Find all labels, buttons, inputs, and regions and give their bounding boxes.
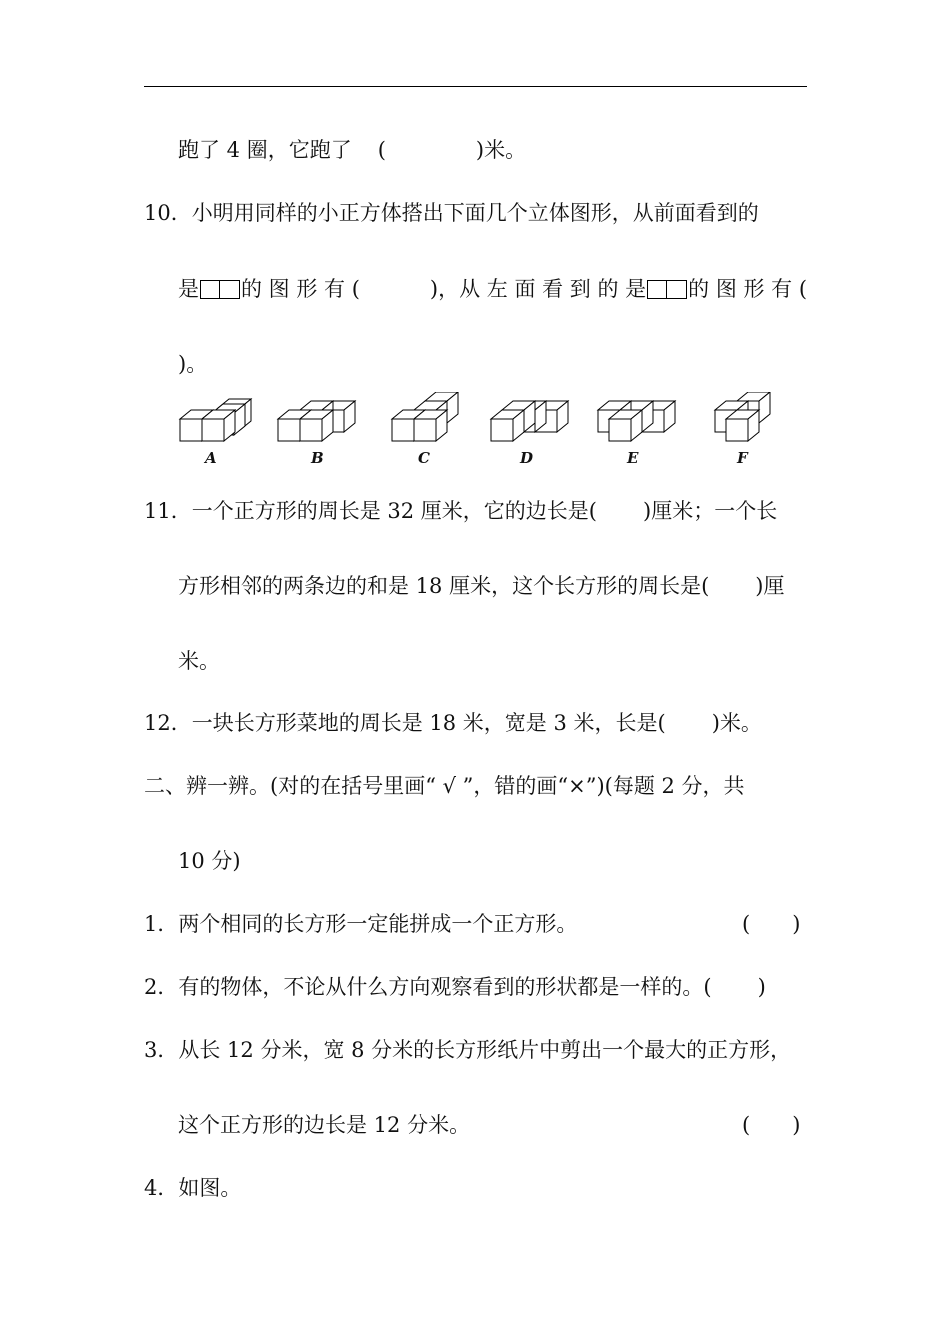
q11-number: 11． xyxy=(144,499,192,523)
q10-text-2b: 的 图 形 有 ( xyxy=(241,277,360,301)
judge-4-number: 4． xyxy=(144,1176,179,1200)
section2-text-1: 二、辨一辨。(对的在括号里画“ √ ”，错的画“×”)(每题 2 分，共 xyxy=(144,774,745,798)
q10-line1 xyxy=(144,199,759,227)
front-view-icon xyxy=(200,280,240,299)
q10-line3 xyxy=(178,350,207,378)
cube-figures xyxy=(170,392,790,472)
judge-1 xyxy=(144,910,577,938)
q9-open-paren: ( xyxy=(377,138,386,162)
figure-b xyxy=(278,401,355,441)
section2-heading-cont xyxy=(178,847,241,875)
q10-number: 10． xyxy=(144,201,192,225)
judge-2-answer-close[interactable]: ) xyxy=(757,975,766,999)
judge-4-text: 如图。 xyxy=(178,1176,242,1200)
judge-2-number: 2． xyxy=(144,975,179,999)
judge-3-cont xyxy=(178,1111,470,1139)
q9-text: 跑了 4 圈，它跑了 xyxy=(178,138,352,162)
q11-text-2a: 方形相邻的两条边的和是 18 厘米，这个长方形的周长是( xyxy=(178,574,710,598)
q12-line xyxy=(144,709,762,737)
q11-text-3: 米。 xyxy=(178,649,220,673)
figure-c xyxy=(392,392,458,441)
figure-label-c: C xyxy=(418,449,430,467)
q10-text-1: 小明用同样的小正方体搭出下面几个立体图形，从前面看到的 xyxy=(191,201,759,225)
judge-4 xyxy=(144,1174,241,1202)
figure-label-f: F xyxy=(737,449,748,467)
figure-label-d: D xyxy=(520,449,534,467)
q11-line1 xyxy=(144,497,777,525)
judge-3-text-2: 这个正方形的边长是 12 分米。 xyxy=(178,1113,471,1137)
section2-text-2: 10 分) xyxy=(178,849,241,873)
q11-text-2b: )厘 xyxy=(755,574,785,598)
q11-line2 xyxy=(178,572,784,600)
q11-line3 xyxy=(178,647,220,675)
figure-label-a: A xyxy=(205,449,217,467)
q10-line2 xyxy=(178,275,807,303)
q11-text-1a: 一个正方形的周长是 32 厘米，它的边长是( xyxy=(191,499,597,523)
judge-3-number: 3． xyxy=(144,1038,179,1062)
header-rule xyxy=(144,86,807,87)
figure-f xyxy=(715,392,770,441)
judge-1-number: 1． xyxy=(144,912,179,936)
judge-3-answer[interactable]: ( ) xyxy=(742,1113,801,1137)
q9-continuation xyxy=(178,136,526,164)
q10-text-3: )。 xyxy=(178,352,208,376)
q10-text-2a: 是 xyxy=(178,277,199,301)
q12-text-b: )米。 xyxy=(711,711,762,735)
judge-1-answer[interactable]: ( ) xyxy=(742,912,801,936)
figure-e xyxy=(598,401,675,441)
q12-number: 12． xyxy=(144,711,192,735)
figure-d xyxy=(491,401,568,441)
figure-label-b: B xyxy=(311,449,324,467)
judge-3-text-1: 从长 12 分米，宽 8 分米的长方形纸片中剪出一个最大的正方形， xyxy=(178,1038,792,1062)
q12-text-a: 一块长方形菜地的周长是 18 米，宽是 3 米，长是( xyxy=(191,711,666,735)
figure-label-e: E xyxy=(627,449,639,467)
q10-text-2d: 的 图 形 有 ( xyxy=(688,277,808,301)
left-view-icon xyxy=(647,280,687,299)
section2-heading xyxy=(144,772,745,800)
judge-1-text: 两个相同的长方形一定能拼成一个正方形。 xyxy=(178,912,578,936)
judge-2-text: 有的物体，不论从什么方向观察看到的形状都是一样的。( xyxy=(178,975,712,999)
judge-3 xyxy=(144,1036,791,1064)
q9-close-paren: )米。 xyxy=(475,138,527,162)
q10-text-2c: )，从 左 面 看 到 的 是 xyxy=(429,277,647,301)
figure-a xyxy=(180,399,251,441)
q11-text-1b: )厘米；一个长 xyxy=(643,499,778,523)
judge-2 xyxy=(144,973,766,1001)
